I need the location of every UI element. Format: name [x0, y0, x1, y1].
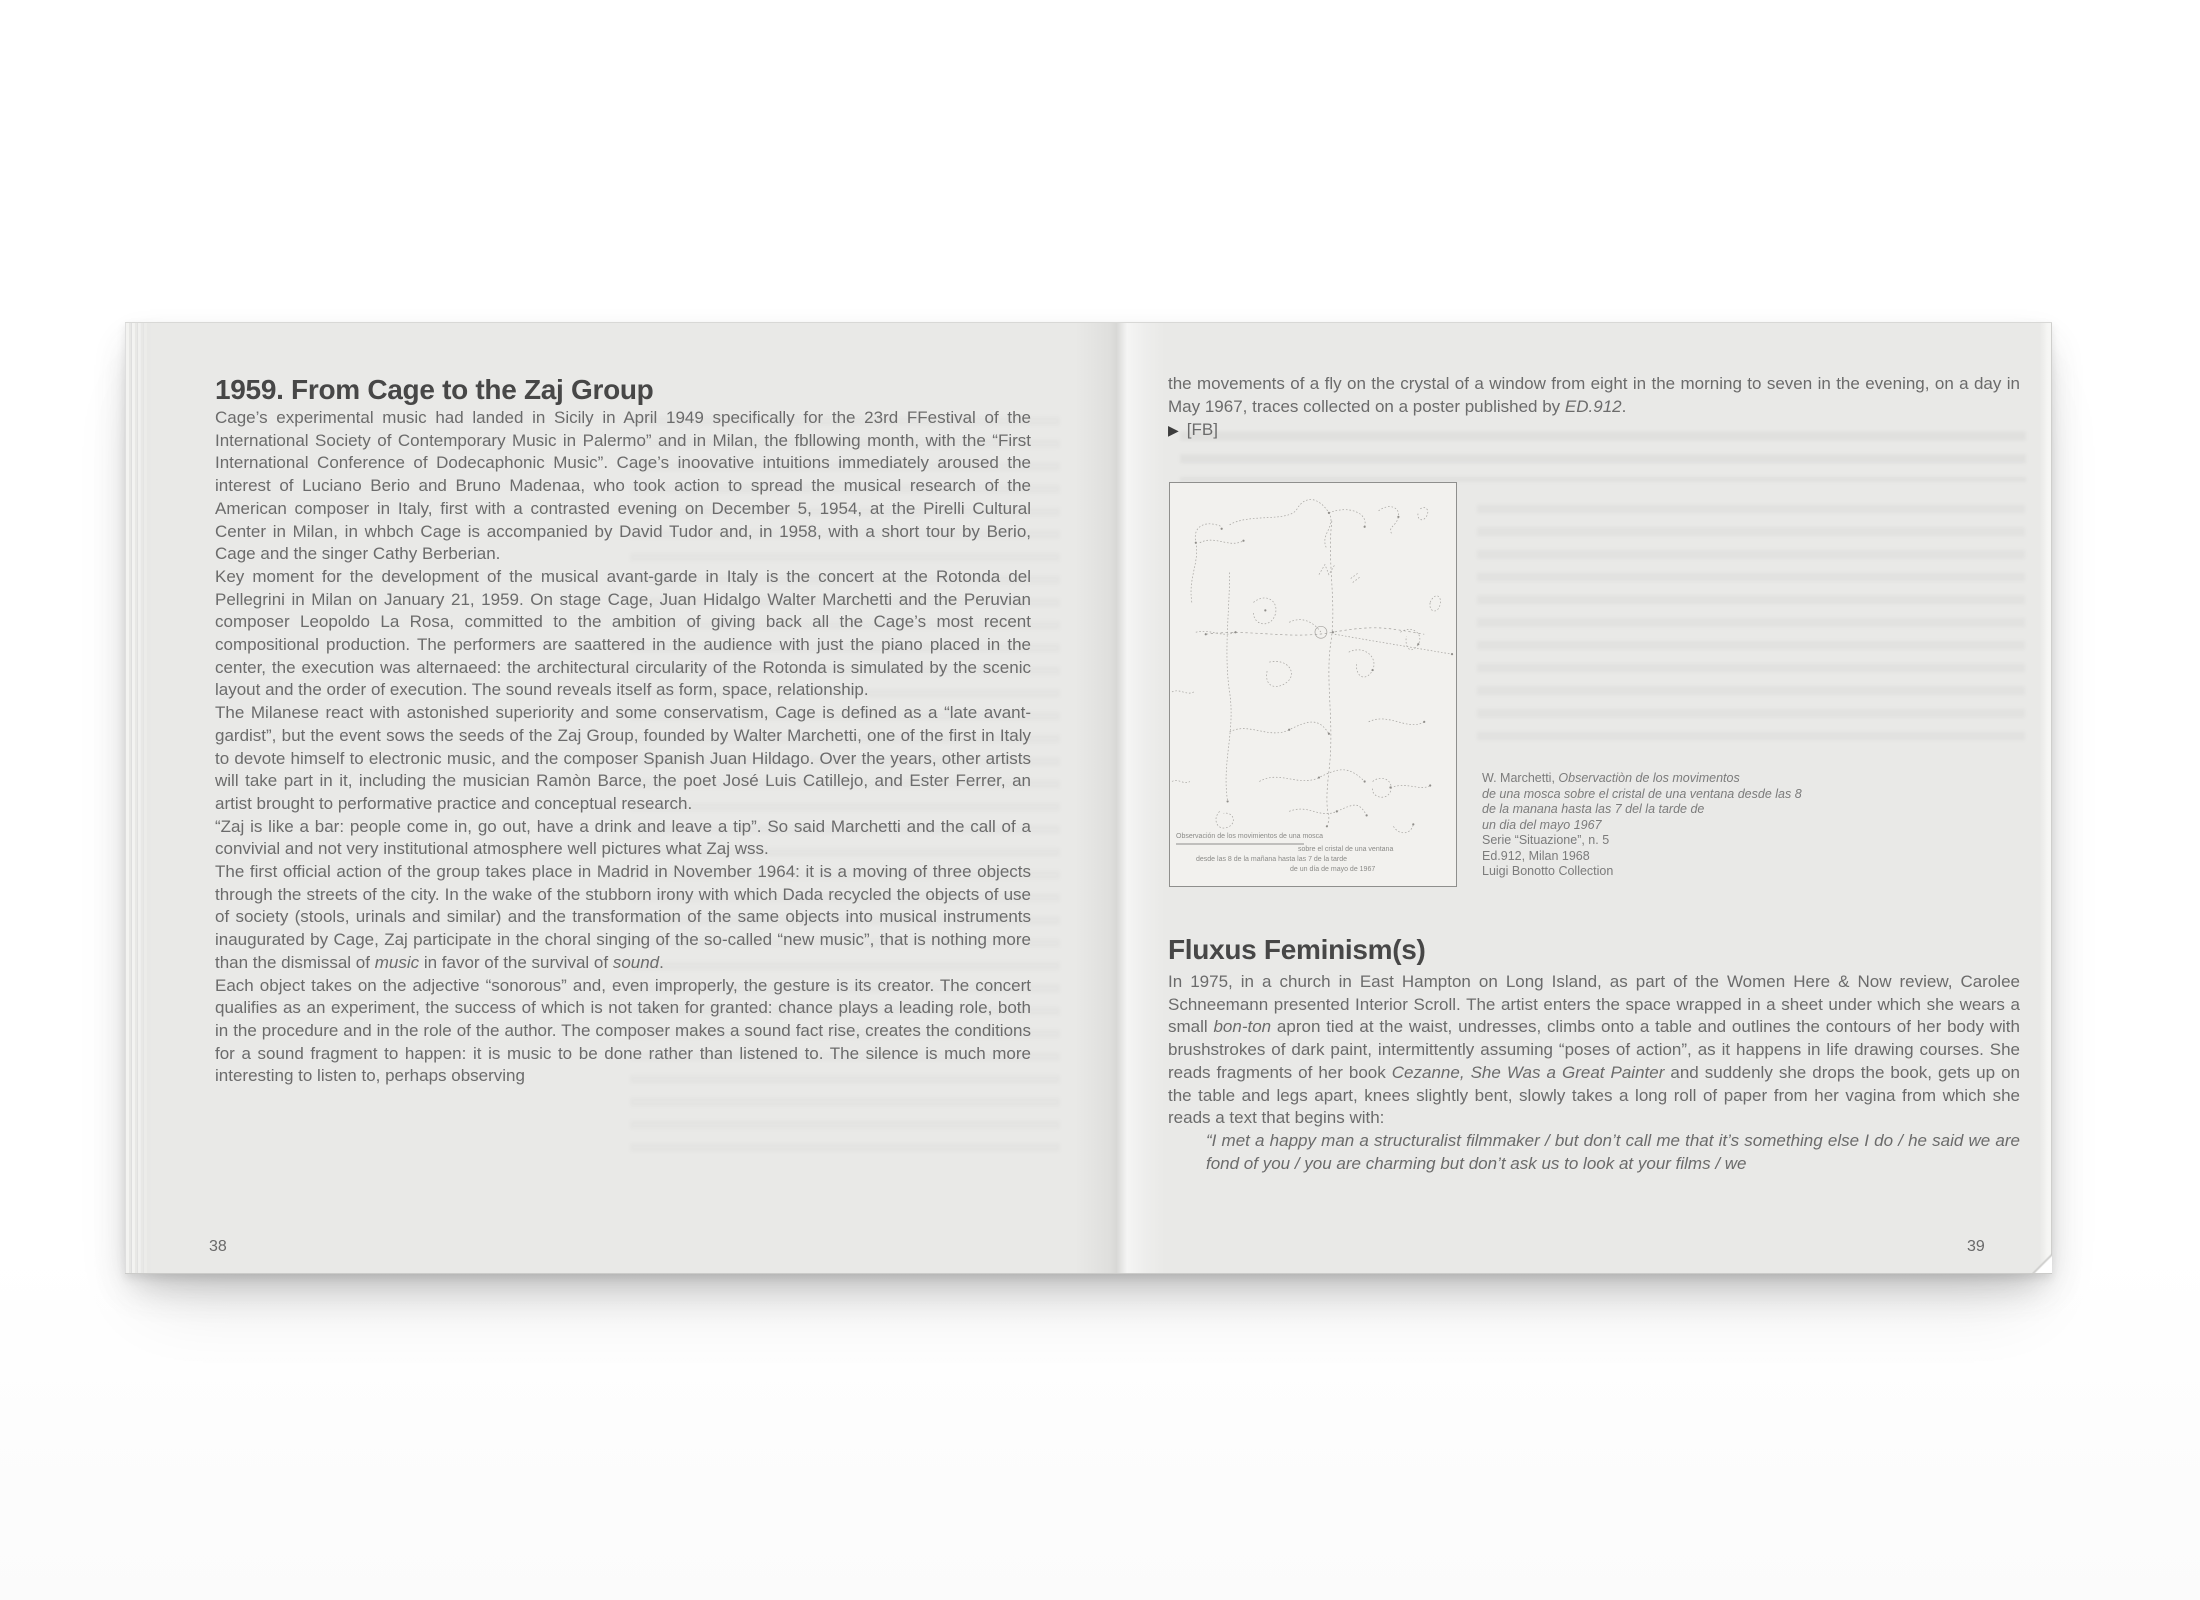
caption-line: Serie “Situazione”, n. 5 — [1482, 833, 1610, 847]
section-heading: Fluxus Feminism(s) — [1168, 934, 1426, 965]
continuation-paragraph: the movements of a fly on the crystal of a window from eight in the morning to seven in the evening, on a day in May 1967, traces collected on a poster published by ED.912. — [1168, 374, 2020, 416]
page-number-right: 39 — [1967, 1238, 1985, 1255]
artwork-inner-caption-line: desde las 8 de la mañana hasta las 7 de la tarde — [1196, 856, 1347, 863]
reference-marker-label: [FB] — [1186, 420, 1218, 440]
book-gutter-fold — [1075, 323, 1165, 1273]
artwork-fly-traces-image — [1169, 482, 1457, 887]
left-page-body — [215, 407, 1031, 1088]
artwork-caption — [1482, 771, 1922, 880]
ghost-text-bleed — [1477, 499, 2025, 751]
section-body — [1168, 971, 2020, 1175]
open-book — [125, 322, 2052, 1274]
caption-line: de una mosca sobre el cristal de una ventana desde las 8 — [1482, 786, 1802, 801]
artwork-inner-caption-line: Observación de los movimientos de una mosca — [1176, 833, 1324, 840]
play-triangle-icon: ▶ — [1168, 422, 1179, 439]
left-page-heading: 1959. From Cage to the Zaj Group — [215, 374, 654, 405]
paragraph: Cage’s experimental music had landed in Sicily in April 1949 specifically for the 23rd FFestival of the International Society of Contemporary Music in Palermo” and in Milan, the fbllowing month, with the “First International Conference of Dodecaphonic Music”. Cage’s inoovative intuitions immediately aroused the interest of Luciano Berio and Bruno Madenaa, who took action to spread the musical research of the American composer in Italy, first with a contrasted evening on December 5, 1954, at the Pirelli Cultural Center in Milan, in whbch Cage is accompanied by David Tudor and, in 1958, with a short tour by Berio, Cage and the singer Cathy Berberian. — [215, 408, 1031, 564]
page-corner-curl — [2032, 1253, 2052, 1273]
caption-line: un dia del mayo 1967 — [1482, 817, 1602, 832]
caption-line: Ed.912, Milan 1968 — [1482, 848, 1590, 863]
right-page-edge — [2040, 323, 2052, 1273]
paragraph: In 1975, in a church in East Hampton on Long Island, as part of the Women Here & Now review, Carolee Schneemann presented Interior Scroll. The artist enters the space wrapped in a sheet under which she wears a small bon-ton apron tied at the waist, undresses, climbs onto a table and outlines the contours of her body with brushstrokes of dark paint, intermittently assuming “poses of action”, as it happens in life drawing courses. She reads fragments of her book Cezanne, She Was a Great Painter and suddenly she drops the book, gets up on the table and legs apart, knees slightly bent, slowly takes a long roll of paper from her vagina from which she reads a text that begins with: — [1168, 972, 2020, 1128]
right-page-top-text — [1168, 373, 2020, 440]
reference-marker — [1168, 420, 2020, 440]
caption-line: Luigi Bonotto Collection — [1482, 864, 1614, 878]
paragraph: “Zaj is like a bar: people come in, go out, have a drink and leave a tip”. So said Marchetti and the call of a convivial and not very institutional atmosphere well pictures what Zaj wss. — [215, 816, 1031, 859]
paragraph: The Milanese react with astonished superiority and some conservatism, Cage is defined as a “late avant-gardist”, but the event sows the seeds of the Zaj Group, founded by Walter Marchetti, one of the first in Italy to devote himself to electronic music, and the composer Spanish Juan Hildago. Over the years, other artists will take part in it, including the musician Ramòn Barce, the poet José Luis Catillejo, and Ester Ferrer, an artist brought to performative practice and conceptual research. — [215, 703, 1031, 813]
paragraph: Key moment for the development of the musical avant-garde in Italy is the concert at the Rotonda del Pellegrini in Milan on January 21, 1959. On stage Cage, Juan Hidalgo Walter Marchetti and the Peruvian composer Leopoldo La Rosa, committed to the ambition of giving back all the Cage’s most recent compositional production. The performers are saattered in the audience with just the piano placed in the center, the execution was alternaeed: the architectural circularity of the Rotonda is simulated by the scenic layout and the order of execution. The sound reveals itself as form, space, relationship. — [215, 566, 1031, 700]
fly-traces-drawing — [1170, 483, 1456, 886]
paragraph: Each object takes on the adjective “sonorous” and, even improperly, the gesture is its creator. The concert qualifies as an experiment, the success of which is not taken for granted: chance plays a leading role, both in the procedure and in the role of the author. The composer makes a sound fact rise, creates the conditions for a sound fragment to happen: it is music to be done rather than listened to. The silence is much more interesting to listen to, perhaps observing — [215, 975, 1031, 1086]
quote-paragraph: “I met a happy man a structuralist filmmaker / but don’t call me that it’s something else I do / he said we are fond of you / you are charming but don’t ask us to look at your films / we — [1206, 1130, 2020, 1173]
artwork-inner-caption-line: sobre el cristal de una ventana — [1298, 846, 1394, 853]
caption-line: de la manana hasta las 7 del la tarde de — [1482, 802, 1705, 816]
paragraph: The first official action of the group takes place in Madrid in November 1964: it is a moving of three objects through the streets of the city. In the wake of the stubborn irony with which Dada recycled the objects of use of society (stools, urinals and similar) and the transformation of the same objects into musical instruments inaugurated by Cage, Zaj participate in the choral singing of the so-called “new music”, that is nothing more than the dismissal of music in favor of the survival of sound. — [215, 862, 1031, 972]
artwork-inner-caption-line: de un día de mayo de 1967 — [1290, 866, 1376, 873]
page-number-left: 38 — [209, 1238, 227, 1255]
artwork-inner-caption-fine-print — [1176, 843, 1304, 845]
page-stack-edge — [125, 323, 151, 1273]
caption-line: W. Marchetti, Observactiòn de los movimentos — [1482, 771, 1740, 785]
